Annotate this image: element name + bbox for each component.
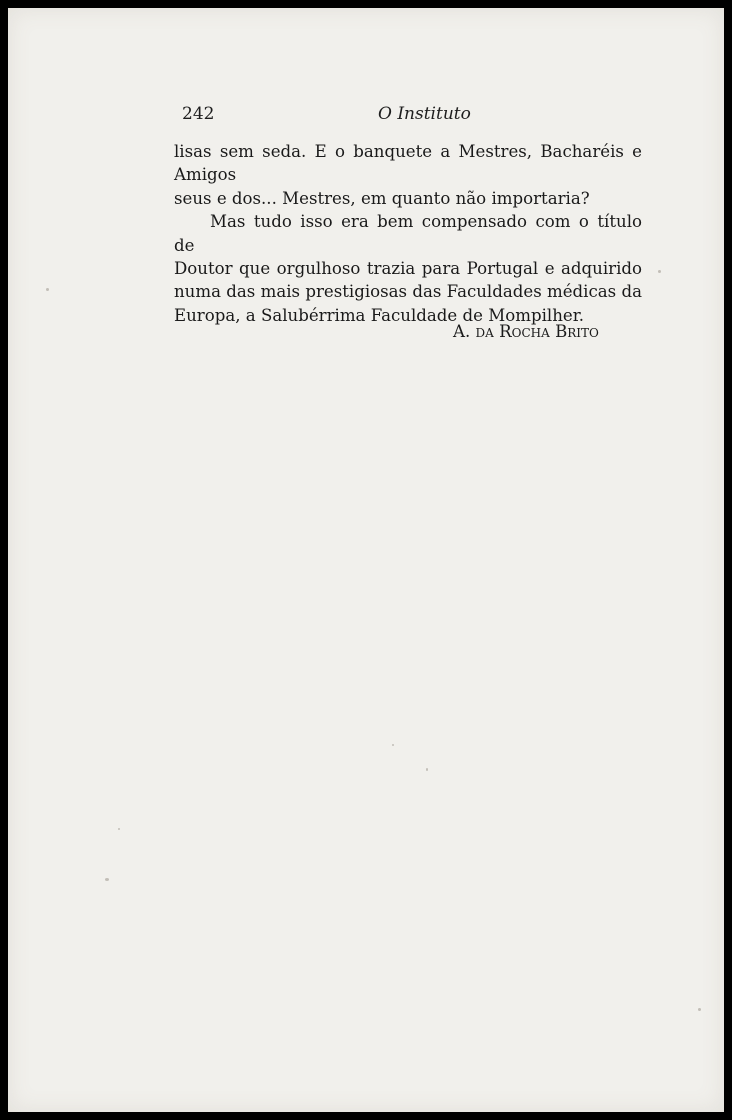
author-first-surname: Rocha bbox=[499, 322, 550, 341]
paper-speck bbox=[392, 744, 394, 746]
text-line: seus e dos... Mestres, em quanto não importaria? bbox=[174, 188, 590, 208]
paper-speck bbox=[118, 828, 120, 830]
body-text bbox=[174, 140, 642, 327]
paragraph-first-line: Mas tudo isso era bem compensado com o título de bbox=[174, 212, 642, 255]
page-header bbox=[182, 104, 650, 128]
author-last-surname: Brito bbox=[555, 322, 599, 341]
paper-speck bbox=[105, 878, 109, 881]
text-line: lisas sem seda. E o banquete a Mestres, Bacharéis e Amigos bbox=[174, 142, 642, 185]
author-signature bbox=[453, 322, 599, 341]
paper-speck bbox=[658, 270, 661, 273]
text-line: numa das mais prestigiosas das Faculdades médicas da bbox=[174, 282, 642, 302]
author-particle: da bbox=[475, 322, 494, 341]
paper-speck bbox=[698, 1008, 701, 1011]
text-line: Doutor que orgulhoso trazia para Portugal e adquirido bbox=[174, 259, 642, 279]
text-line: Europa, a Salubérrima Faculdade de Mompilher. bbox=[174, 305, 585, 325]
page-number: 242 bbox=[182, 104, 215, 124]
paper-speck bbox=[426, 768, 428, 771]
running-title: O Instituto bbox=[378, 104, 471, 124]
paper-speck bbox=[46, 288, 49, 291]
author-initial: A. bbox=[453, 322, 471, 341]
